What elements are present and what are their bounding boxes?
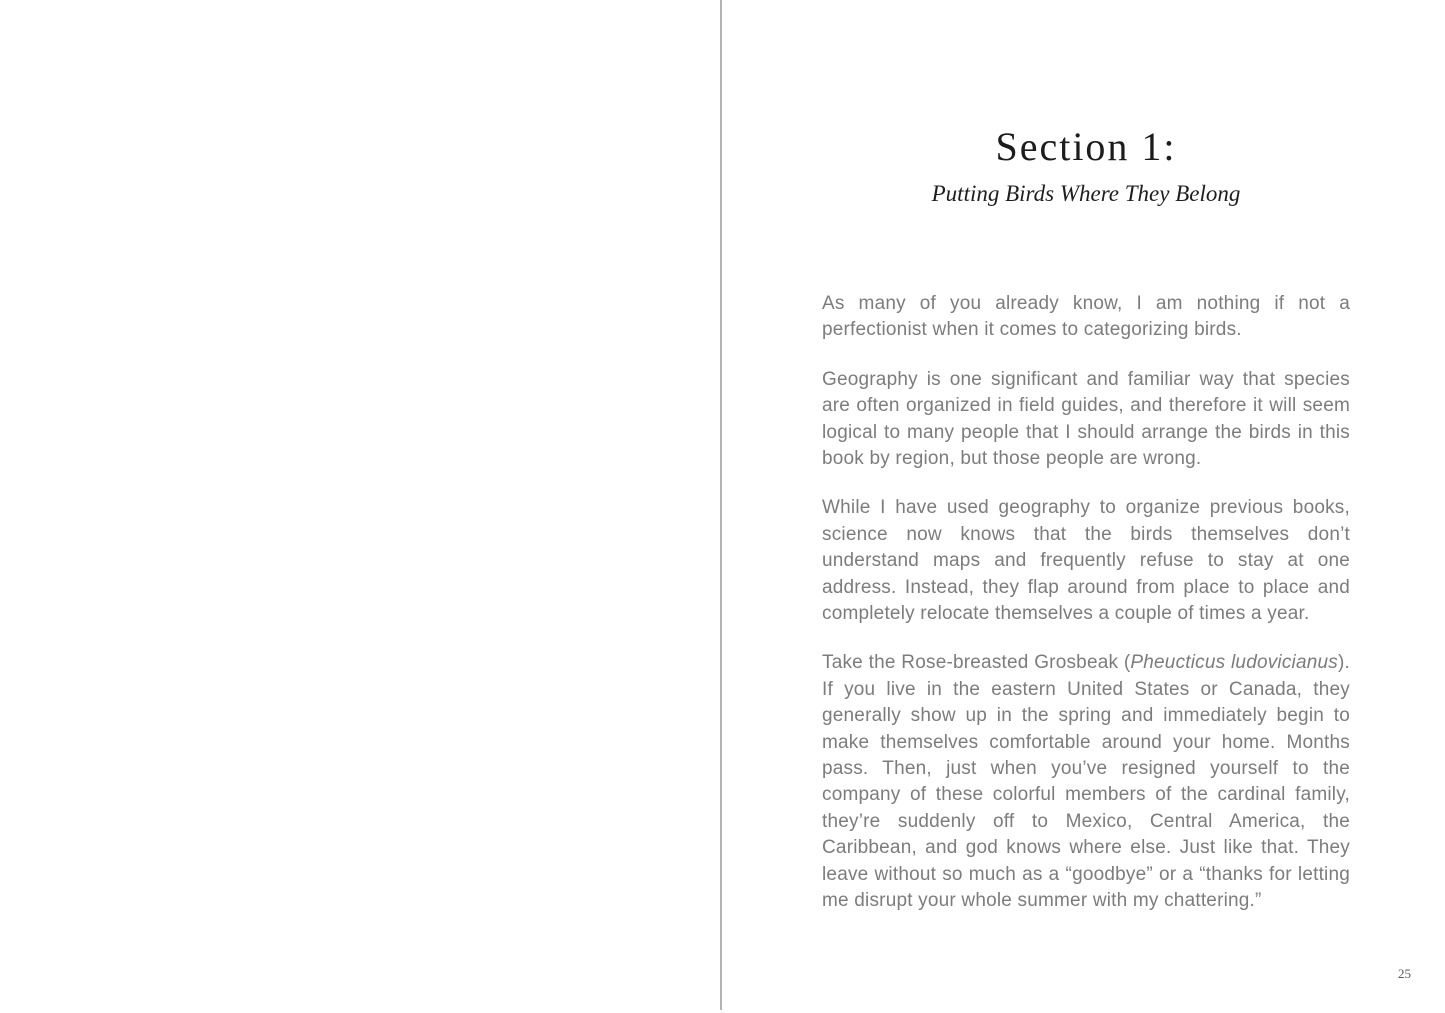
paragraph [822,291,1350,344]
paragraph-text: Take the Rose-breasted Grosbeak ( [822,652,1131,674]
right-page [822,0,1350,1013]
paragraph [822,367,1350,473]
paragraph-text: While I have used geography to organize previous books, science now knows that the birds themselves don’t understand maps and frequently refuse to stay at one address. Instead, they flap around from place to place and completely relocate themselves a couple of times a year. [822,497,1350,624]
species-name-italic: Pheucticus ludovicianus [1130,652,1338,674]
left-page-blank [0,0,720,1013]
paragraph [822,650,1350,914]
body-paragraphs [822,291,1350,915]
page-number: 25 [1398,966,1411,981]
paragraph-text: As many of you already know, I am nothing if not a perfectionist when it comes to categorizing birds. [822,292,1350,341]
section-heading: Section 1: [995,124,1177,169]
page-gutter-divider [720,0,722,1010]
paragraph-text: ). If you live in the eastern United States or Canada, they generally show up in the spring and immediately begin to make themselves comfortable around your home. Months pass. Then, just when you’ve resigned yourself to the company of these colorful members of the cardinal family, they’re suddenly off to Mexico, Central America, the Caribbean, and god knows where else. Just like that. They leave without so much as a “goodbye” or a “thanks for letting me disrupt your whole summer with my chattering.” [822,652,1350,912]
paragraph-text: Geography is one significant and familiar way that species are often organized in field guides, and therefore it will seem logical to many people that I should arrange the birds in this book by region, but those people are wrong. [822,368,1350,469]
paragraph [822,495,1350,627]
section-subtitle: Putting Birds Where They Belong [931,181,1241,206]
